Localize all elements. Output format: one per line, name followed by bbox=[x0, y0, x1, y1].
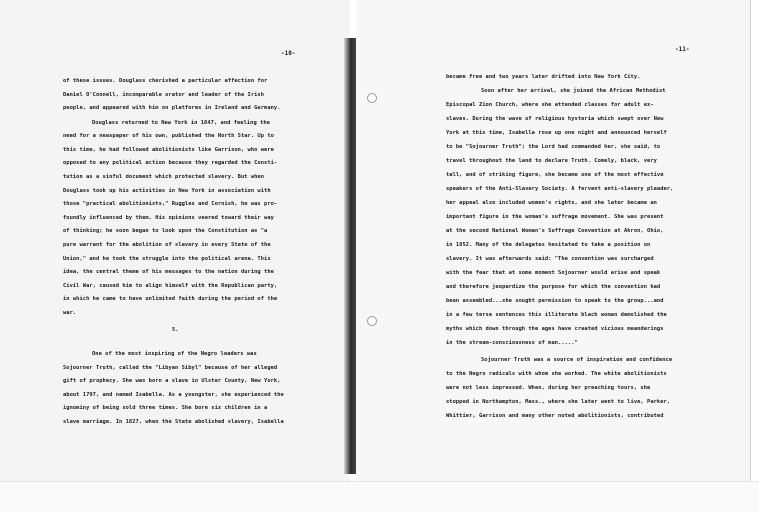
section-number: 5. bbox=[172, 327, 179, 333]
book-gutter bbox=[344, 38, 356, 474]
text-line: myths which down through the ages have created vicious meanderings bbox=[446, 326, 664, 332]
text-line: gift of prophecy. She was born a slave in Ulster County, New York, bbox=[63, 378, 281, 384]
text-line: important figure in the woman's suffrage movement. She was present bbox=[446, 214, 664, 220]
text-line: stopped in Northampton, Mass., where she later went to live, Parker, bbox=[446, 399, 671, 405]
scan-right-edge bbox=[750, 0, 759, 511]
text-line: in a few terse sentences this illiterate black woman demolished the bbox=[446, 312, 667, 318]
text-line: at the second National Woman's Suffrage Convention at Akron, Ohio, bbox=[446, 228, 664, 234]
text-line: opposed to any political action because they regarded the Consti- bbox=[63, 160, 278, 166]
text-line: of these issues. Douglass cherished a particular affection for bbox=[63, 78, 268, 84]
text-line: in which he came to have unlimited faith during the period of the bbox=[63, 296, 278, 302]
text-line: idea, the central theme of his messages to the nation during the bbox=[63, 269, 274, 275]
text-line: One of the most inspiring of the Negro leaders was bbox=[92, 351, 257, 357]
text-line: and therefore jeopardize the purpose for which the convention had bbox=[446, 284, 661, 290]
text-line: to the Negro radicals with whom she worked. The white abolitionists bbox=[446, 371, 667, 377]
text-line: became free and two years later drifted into New York City. bbox=[446, 74, 641, 80]
text-line: in the stream-consciousness of man....." bbox=[446, 340, 578, 346]
text-line: need for a newspaper of his own, published the North Star. Up to bbox=[63, 133, 274, 139]
text-line: were not less impressed. When, during her preaching tours, she bbox=[446, 385, 651, 391]
text-line: in 1852. Many of the delegates hesitated to take a position on bbox=[446, 242, 651, 248]
text-line: Douglass took up his activities in New York in association with bbox=[63, 188, 271, 194]
punch-hole-top-icon bbox=[367, 93, 377, 103]
text-line: Whittier, Garrison and many other noted abolitionists, contributed bbox=[446, 413, 664, 419]
text-line: tall, and of striking figure, she became one of the most effective bbox=[446, 172, 664, 178]
text-line: Union," and he took the struggle into the political arena. This bbox=[63, 256, 271, 262]
text-line: Sojourner Truth was a source of inspiration and confidence bbox=[481, 357, 673, 363]
punch-hole-bottom-icon bbox=[367, 316, 377, 326]
text-line: to be "Sojourner Truth"; the Lord had commanded her, she said, to bbox=[446, 144, 661, 150]
text-line: people, and appeared with him on platforms in Ireland and Germany. bbox=[63, 105, 281, 111]
text-line: been assembled...she sought permission to speak to the group...and bbox=[446, 298, 664, 304]
text-line: slave marriage. In 1827, when the State abolished slavery, Isabella bbox=[63, 419, 284, 425]
text-line: this time, he had followed abolitionists like Garrison, who were bbox=[63, 147, 274, 153]
scan-bottom-edge bbox=[0, 481, 759, 512]
text-line: those "practical abolitionists," Ruggles and Cornish, he was pro- bbox=[63, 201, 278, 207]
text-line: Douglass returned to New York in 1847, and feeling the bbox=[92, 120, 270, 126]
text-line: with the fear that at some moment Sojourner would arise and speak bbox=[446, 270, 661, 276]
text-line: Sojourner Truth, called the "Libyan Sibyl" because of her alleged bbox=[63, 365, 278, 371]
text-line: slavery. It was afterwards said: "The convention was surcharged bbox=[446, 256, 654, 262]
text-line: war. bbox=[63, 310, 77, 316]
text-line: about 1797, and named Isabella. As a youngster, she experienced the bbox=[63, 392, 284, 398]
text-line: tution as a sinful document which protected slavery. But when bbox=[63, 174, 265, 180]
text-line: speakers of the Anti-Slavery Society. A fervent anti-slavery pleader, bbox=[446, 186, 674, 192]
text-line: Soon after her arrival, she joined the African Methodist bbox=[481, 88, 666, 94]
right-page-number: -11- bbox=[675, 46, 690, 53]
text-line: Daniel O'Connell, incomparable orator and leader of the Irish bbox=[63, 92, 265, 98]
text-line: ignominy of being sold three times. She bore six children in a bbox=[63, 405, 268, 411]
text-line: slaves. During the wave of religious hysteria which swept over New bbox=[446, 116, 664, 122]
text-line: Civil War, caused him to align himself with the Republican party, bbox=[63, 283, 278, 289]
text-line: York at this time, Isabella rose up one night and announced herself bbox=[446, 130, 667, 136]
text-line: foundly influenced by them. His opinions veered toward their way bbox=[63, 215, 274, 221]
text-line: Episcopal Zion Church, where she attended classes for adult ex- bbox=[446, 102, 654, 108]
text-line: her appeal also included women's rights, and she later became an bbox=[446, 200, 657, 206]
text-line: travel throughout the land to declare Truth. Comely, black, very bbox=[446, 158, 657, 164]
text-line: of thinking; he soon began to look upon the Constitution as "a bbox=[63, 228, 268, 234]
text-line: pure warrant for the abolition of slavery in every State of the bbox=[63, 242, 271, 248]
left-page-number: -10- bbox=[281, 50, 296, 57]
